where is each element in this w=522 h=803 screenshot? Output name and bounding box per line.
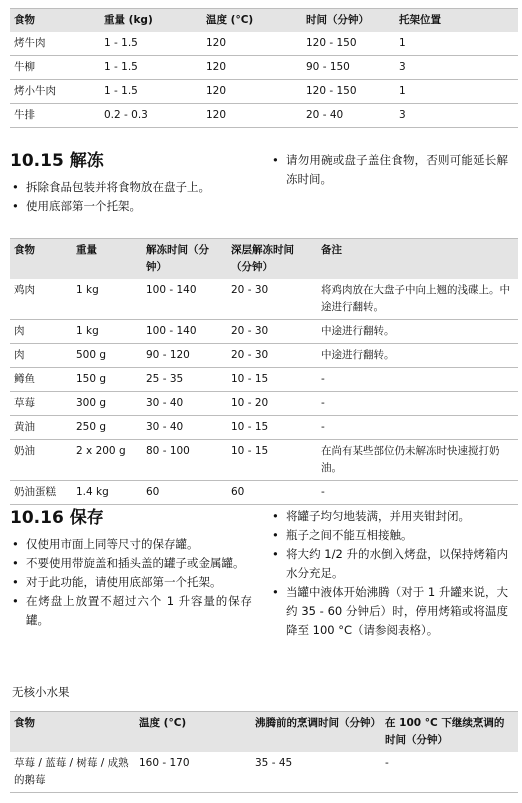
- header-time: 时间（分钟）: [302, 9, 395, 33]
- table-row: [10, 80, 518, 104]
- cell-food: 烤小牛肉: [10, 80, 100, 104]
- header-temperature: 温度 (°C): [135, 712, 251, 753]
- cell-deep-defrost-time: 60: [227, 481, 317, 505]
- list-item: • 当罐中液体开始沸腾（对于 1 升罐来说，大约 35 - 60 分钟后）时，停用烤箱或将温度降至 100 °C（请参阅表格）。: [272, 583, 508, 640]
- cell-notes: -: [317, 416, 518, 440]
- list-item: • 将罐子均匀地装满，并用夹钳封闭。: [272, 507, 508, 526]
- table-row: [10, 32, 518, 56]
- cell-time: 90 - 150: [302, 56, 395, 80]
- cell-food: 肉: [10, 344, 72, 368]
- cell-shelf: 3: [395, 104, 518, 128]
- cell-food: 黄油: [10, 416, 72, 440]
- cell-food: 奶油蛋糕: [10, 481, 72, 505]
- cell-defrost-time: 100 - 140: [142, 279, 227, 320]
- cell-deep-defrost-time: 20 - 30: [227, 320, 317, 344]
- cell-temperature: 160 - 170: [135, 752, 251, 793]
- table-row: [10, 56, 518, 80]
- cell-food: 鳟鱼: [10, 368, 72, 392]
- table-row: [10, 279, 518, 320]
- cell-weight: 1.4 kg: [72, 481, 142, 505]
- section-title-defrost: 10.15 解冻: [10, 151, 104, 171]
- table-row: [10, 440, 518, 481]
- fruit-table-header: [10, 712, 518, 753]
- cell-deep-defrost-time: 10 - 15: [227, 368, 317, 392]
- cell-notes: 中途进行翻转。: [317, 344, 518, 368]
- header-food: 食物: [10, 712, 135, 753]
- cell-notes: -: [317, 368, 518, 392]
- header-food: 食物: [10, 239, 72, 280]
- header-shelf-position: 托架位置: [395, 9, 518, 33]
- cell-shelf: 1: [395, 80, 518, 104]
- cell-defrost-time: 60: [142, 481, 227, 505]
- cell-food: 肉: [10, 320, 72, 344]
- cell-weight: 1 - 1.5: [100, 32, 202, 56]
- cell-temperature: 120: [202, 80, 302, 104]
- cell-food: 草莓 / 蓝莓 / 树莓 / 成熟的鹅莓: [10, 752, 135, 793]
- roast-table-header: [10, 9, 518, 33]
- cell-notes: -: [317, 392, 518, 416]
- cell-shelf: 3: [395, 56, 518, 80]
- section-title-preserve: 10.16 保存: [10, 508, 104, 528]
- header-temperature: 温度 (°C): [202, 9, 302, 33]
- cell-food: 草莓: [10, 392, 72, 416]
- header-notes: 备注: [317, 239, 518, 280]
- header-deep-defrost-time: 深层解冻时间（分钟）: [227, 239, 317, 280]
- cell-continue-time: -: [381, 752, 518, 793]
- list-item: • 拆除食品包装并将食物放在盘子上。: [12, 178, 252, 197]
- cell-food: 牛柳: [10, 56, 100, 80]
- fruit-table: [10, 711, 518, 793]
- cell-weight: 1 - 1.5: [100, 56, 202, 80]
- cell-defrost-time: 30 - 40: [142, 416, 227, 440]
- table-row: [10, 368, 518, 392]
- cell-shelf: 1: [395, 32, 518, 56]
- cell-deep-defrost-time: 20 - 30: [227, 344, 317, 368]
- cell-temperature: 120: [202, 56, 302, 80]
- list-item: • 瓶子之间不能互相接触。: [272, 526, 508, 545]
- cell-defrost-time: 25 - 35: [142, 368, 227, 392]
- cell-weight: 250 g: [72, 416, 142, 440]
- cell-time: 20 - 40: [302, 104, 395, 128]
- cell-defrost-time: 30 - 40: [142, 392, 227, 416]
- list-item: • 不要使用带旋盖和插头盖的罐子或金属罐。: [12, 554, 252, 573]
- cell-deep-defrost-time: 10 - 15: [227, 440, 317, 481]
- cell-defrost-time: 80 - 100: [142, 440, 227, 481]
- cell-notes: -: [317, 481, 518, 505]
- cell-food: 牛排: [10, 104, 100, 128]
- header-continue-cook-time: 在 100 °C 下继续烹调的时间（分钟）: [381, 712, 518, 753]
- table-row: [10, 481, 518, 505]
- table-row: [10, 392, 518, 416]
- header-weight: 重量: [72, 239, 142, 280]
- list-item: • 对于此功能，请使用底部第一个托架。: [12, 573, 252, 592]
- cell-time: 120 - 150: [302, 80, 395, 104]
- cell-weight: 1 - 1.5: [100, 80, 202, 104]
- list-item: • 将大约 1/2 升的水倒入烤盘，以保持烤箱内水分充足。: [272, 545, 508, 583]
- cell-food: 奶油: [10, 440, 72, 481]
- cell-temperature: 120: [202, 32, 302, 56]
- table-row: [10, 752, 518, 793]
- cell-notes: 中途进行翻转。: [317, 320, 518, 344]
- cell-deep-defrost-time: 10 - 15: [227, 416, 317, 440]
- header-defrost-time: 解冻时间（分钟）: [142, 239, 227, 280]
- cell-weight: 300 g: [72, 392, 142, 416]
- cell-defrost-time: 100 - 140: [142, 320, 227, 344]
- table-row: [10, 416, 518, 440]
- cell-weight: 500 g: [72, 344, 142, 368]
- defrost-right-list: [272, 151, 508, 189]
- cell-time: 120 - 150: [302, 32, 395, 56]
- list-item: • 请勿用碗或盘子盖住食物，否则可能延长解冻时间。: [272, 151, 508, 189]
- header-food: 食物: [10, 9, 100, 33]
- fruit-caption: 无核小水果: [12, 685, 70, 699]
- header-weight: 重量 (kg): [100, 9, 202, 33]
- cell-temperature: 120: [202, 104, 302, 128]
- defrost-left-list: [12, 178, 252, 216]
- cell-defrost-time: 90 - 120: [142, 344, 227, 368]
- cell-weight: 150 g: [72, 368, 142, 392]
- cell-weight: 2 x 200 g: [72, 440, 142, 481]
- defrost-table-header: [10, 239, 518, 280]
- cell-notes: 在尚有某些部位仍未解冻时快速搅打奶油。: [317, 440, 518, 481]
- preserve-right-list: [272, 507, 508, 640]
- cell-food: 鸡肉: [10, 279, 72, 320]
- roast-table: [10, 8, 518, 128]
- cell-deep-defrost-time: 20 - 30: [227, 279, 317, 320]
- cell-weight: 1 kg: [72, 279, 142, 320]
- cell-weight: 0.2 - 0.3: [100, 104, 202, 128]
- table-row: [10, 104, 518, 128]
- table-row: [10, 320, 518, 344]
- defrost-table: [10, 238, 518, 505]
- list-item: • 仅使用市面上同等尺寸的保存罐。: [12, 535, 252, 554]
- cell-cook-time: 35 - 45: [251, 752, 381, 793]
- cell-food: 烤牛肉: [10, 32, 100, 56]
- cell-weight: 1 kg: [72, 320, 142, 344]
- cell-notes: 将鸡肉放在大盘子中向上翘的浅碟上。中途进行翻转。: [317, 279, 518, 320]
- table-row: [10, 344, 518, 368]
- cell-deep-defrost-time: 10 - 20: [227, 392, 317, 416]
- header-cook-time-before-boiling: 沸腾前的烹调时间（分钟）: [251, 712, 381, 753]
- list-item: • 在烤盘上放置不超过六个 1 升容量的保存罐。: [12, 592, 252, 630]
- preserve-left-list: [12, 535, 252, 630]
- list-item: • 使用底部第一个托架。: [12, 197, 252, 216]
